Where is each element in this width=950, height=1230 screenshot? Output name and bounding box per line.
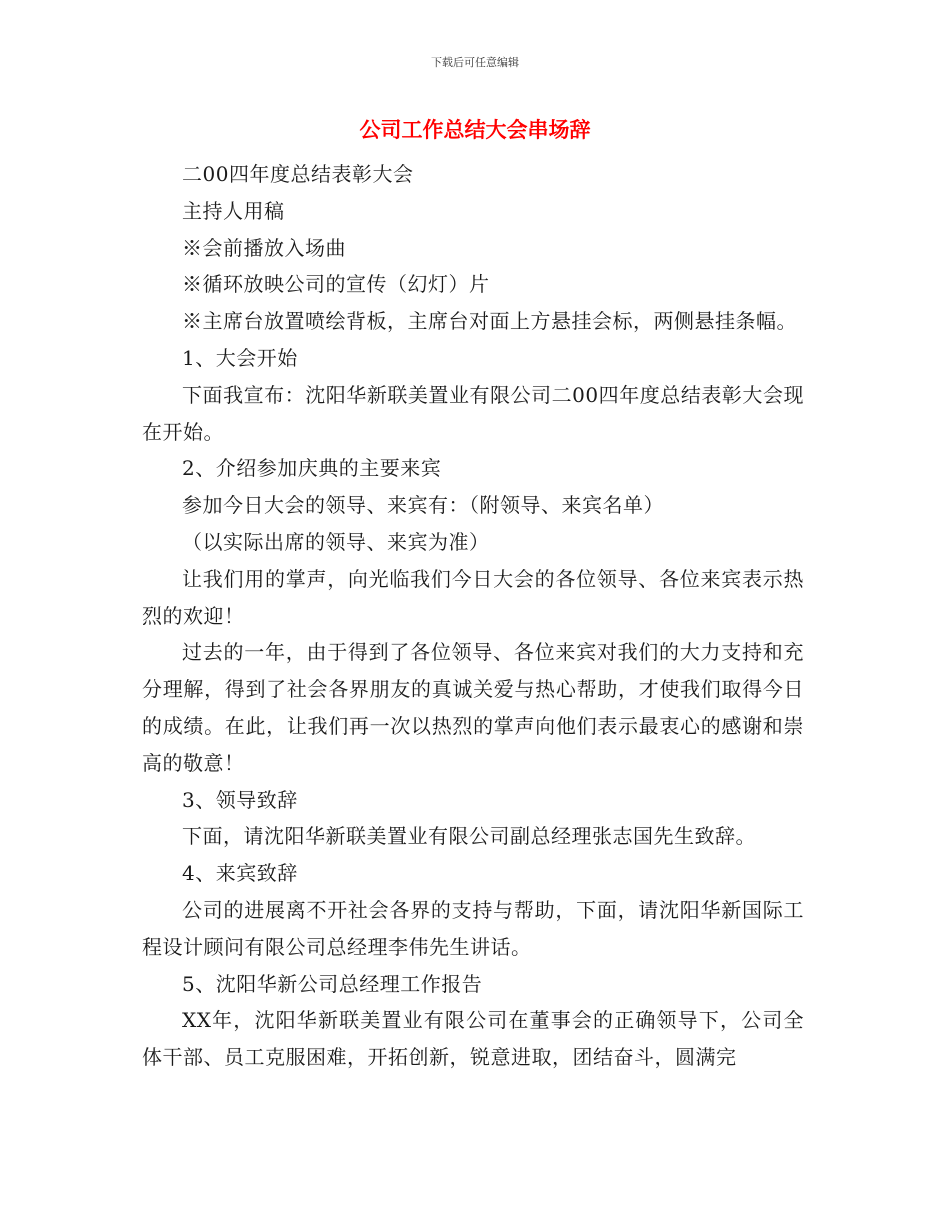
paragraph-meeting-name: 二00四年度总结表彰大会	[182, 162, 414, 186]
document-title: 公司工作总结大会串场辞	[359, 118, 591, 142]
paragraph-guest-list: 参加今日大会的领导、来宾有：（附领导、来宾名单）	[182, 493, 664, 518]
section-heading-2: 2、介绍参加庆典的主要来宾	[182, 456, 442, 481]
paragraph-leader-speech: 下面，请沈阳华新联美置业有限公司副总经理张志国先生致辞。	[182, 824, 756, 849]
section-heading-5: 5、沈阳华新公司总经理工作报告	[182, 971, 483, 996]
paragraph-note-slideshow: ※循环放映公司的宣传（幻灯）片	[182, 272, 490, 297]
paragraph-thanks: 过去的一年，由于得到了各位领导、各位来宾对我们的大力支持和充分理解，得到了社会各界朋友的真诚关爱与热心帮助，才使我们取得今日的成绩。在此，让我们再一次以热烈的掌声向他们表示最衷心的感谢和崇高的敬意！	[142, 640, 804, 775]
section-heading-3: 3、领导致辞	[182, 787, 298, 812]
section-heading-4: 4、来宾致辞	[182, 861, 298, 886]
paragraph-opening: 下面我宣布：沈阳华新联美置业有限公司二00四年度总结表彰大会现在开始。	[142, 382, 804, 444]
document-body	[142, 156, 804, 1076]
header-note: 下载后可任意编辑	[431, 56, 519, 69]
section-heading-1: 1、大会开始	[182, 345, 298, 370]
paragraph-note-entrance-music: ※会前播放入场曲	[182, 235, 346, 260]
paragraph-guest-speech: 公司的进展离不开社会各界的支持与帮助，下面，请沈阳华新国际工程设计顾问有限公司总经理李伟先生讲话。	[142, 897, 804, 959]
paragraph-work-report: XX年，沈阳华新联美置业有限公司在董事会的正确领导下，公司全体干部、员工克服困难，开拓创新，锐意进取，团结奋斗，圆满完	[142, 1008, 804, 1070]
paragraph-guest-note: （以实际出席的领导、来宾为准）	[182, 529, 490, 554]
paragraph-note-stage: ※主席台放置喷绘背板，主席台对面上方悬挂会标，两侧悬挂条幅。	[182, 309, 797, 334]
paragraph-host-script: 主持人用稿	[182, 198, 285, 223]
paragraph-welcome: 让我们用的掌声，向光临我们今日大会的各位领导、各位来宾表示热烈的欢迎！	[142, 566, 804, 628]
